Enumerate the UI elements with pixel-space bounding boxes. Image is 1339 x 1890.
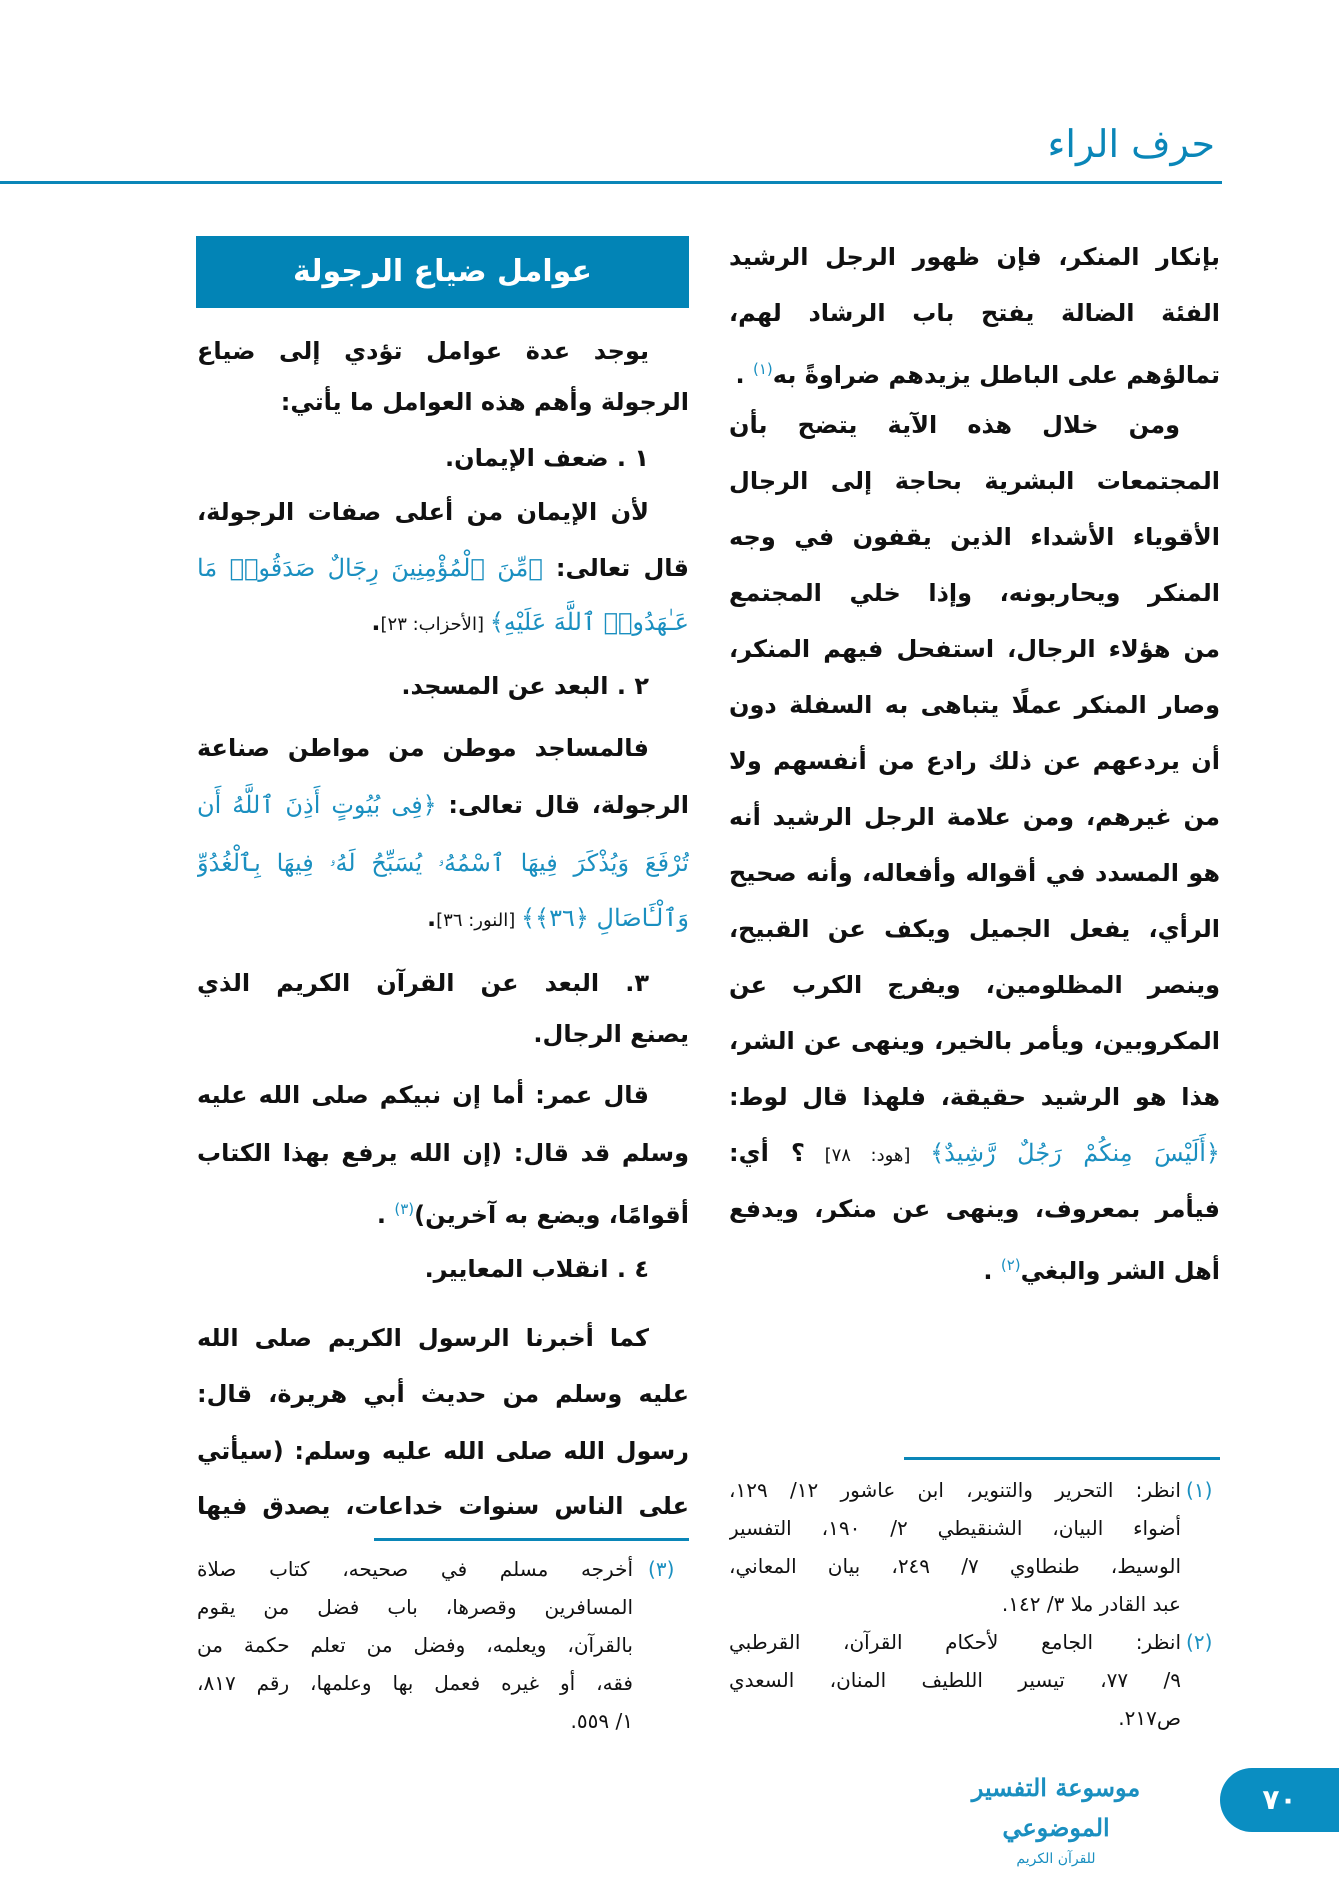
text-segment: كما أخبرنا الرسول الكريم صلى الله: [197, 1324, 649, 1352]
footnote-separator-right: [904, 1457, 1220, 1460]
logo-title: موسوعة التفسير الموضوعي: [971, 1773, 1141, 1842]
quran-verse: ﴿مِّنَ ٱلْمُؤْمِنِينَ رِجَالٌ صَدَقُوا۟ مَا: [197, 554, 543, 582]
text-segment: أقوامًا، ويضع به آخرين): [414, 1201, 689, 1229]
text-line: [197, 1369, 689, 1419]
text-segment: الرجولة وأهم هذه العوامل ما يأتي:: [280, 388, 689, 416]
text-segment: يوجد عدة عوامل تؤدي إلى ضياع: [197, 337, 649, 365]
footnote-number: (١): [1186, 1478, 1213, 1502]
text-line: [729, 848, 1220, 898]
footnote-line: أخرجه مسلم في صحيحه، كتاب صلاة: [197, 1557, 633, 1581]
logo-subtitle: للقرآن الكريم: [1016, 1851, 1096, 1867]
text-line: [729, 1240, 1220, 1290]
text-segment: الرأي، يفعل الجميل ويكف عن القبيح،: [729, 915, 1220, 943]
text-segment: الفئة الضالة يفتح باب الرشاد لهم،: [729, 299, 1220, 327]
text-segment: ٢ . البعد عن المسجد.: [401, 672, 649, 700]
text-segment: .: [376, 1201, 395, 1229]
footnote-line: ١/ ٥٥٩.: [570, 1709, 633, 1733]
text-segment: ٤ . انقلاب المعايير.: [424, 1255, 649, 1283]
text-segment: يصنع الرجال.: [533, 1020, 689, 1048]
text-line: [729, 624, 1220, 674]
text-segment: وصار المنكر عملًا يتباهى به السفلة دون: [729, 691, 1220, 719]
text-line: [729, 904, 1220, 954]
text-segment: .: [371, 608, 381, 636]
text-line: [197, 1184, 689, 1234]
text-line: [197, 1244, 689, 1294]
text-line: [729, 512, 1220, 562]
text-segment: من غيرهم، ومن علامة الرجل الرشيد أنه: [729, 803, 1220, 831]
text-segment: بإنكار المنكر، فإن ظهور الرجل الرشيد: [729, 243, 1220, 271]
text-segment: فيأمر بمعروف، وينهى عن منكر، ويدفع: [729, 1195, 1220, 1223]
text-segment: ٣. البعد عن القرآن الكريم الذي: [197, 969, 649, 997]
text-segment: أهل الشر والبغي: [1020, 1257, 1220, 1285]
footnote-line: بالقرآن، ويعلمه، وفضل من تعلم حكمة من: [197, 1633, 633, 1657]
text-segment: هو المسدد في أقواله وأفعاله، وأنه صحيح: [729, 859, 1220, 887]
footnote-line: انظر: التحرير والتنوير، ابن عاشور ١٢/ ١٢٩،: [729, 1478, 1181, 1502]
text-segment: من هؤلاء الرجال، استفحل فيهم المنكر،: [729, 635, 1220, 663]
section-heading: عوامل ضياع الرجولة: [196, 236, 689, 308]
verse-reference: [الأحزاب: ٢٣]: [380, 614, 490, 635]
text-line: [197, 661, 689, 711]
text-segment: .: [735, 361, 753, 389]
text-segment: ومن خلال هذه الآية يتضح بأن: [729, 411, 1180, 439]
footnote-line: ٩/ ٧٧، تيسير اللطيف المنان، السعدي: [729, 1668, 1181, 1692]
text-line: [197, 1128, 689, 1178]
page-number: ٧٠: [1220, 1768, 1339, 1832]
text-line: [729, 344, 1220, 394]
text-line: [729, 288, 1220, 338]
text-segment: وسلم قد قال:: [502, 1139, 689, 1167]
quran-verse: تُرْفَعَ وَيُذْكَرَ فِيهَا ٱسْمُهُۥ يُسَبِّحُ لَهُۥ فِيهَا بِٱلْغُدُوِّ: [197, 849, 689, 877]
text-line: [729, 680, 1220, 730]
text-segment: رسول الله صلى الله عليه وسلم:: [283, 1437, 689, 1465]
footnote-line: المسافرين وقصرها، باب فضل من يقوم: [197, 1595, 633, 1619]
text-line: [729, 456, 1220, 506]
quran-verse: عَـٰهَدُوا۟ ٱللَّهَ عَلَيْهِ﴾: [489, 608, 689, 636]
quran-verse: ﴿فِى بُيُوتٍ أَذِنَ ٱللَّهُ أَن: [197, 791, 437, 819]
footnote-line: ص٢١٧.: [1118, 1706, 1181, 1730]
text-line: [197, 893, 689, 943]
text-line: [197, 326, 689, 376]
header-divider: [0, 181, 1222, 184]
text-line: [197, 723, 689, 773]
text-line: [729, 792, 1220, 842]
verse-reference: [النور: ٣٦]: [436, 910, 521, 931]
text-segment: المجتمعات البشرية بحاجة إلى الرجال: [729, 467, 1220, 495]
footnote-line: انظر: الجامع لأحكام القرآن، القرطبي: [729, 1630, 1181, 1654]
text-line: [729, 232, 1220, 282]
text-segment: .: [427, 904, 437, 932]
text-line: [197, 958, 689, 1008]
footnote-marker[interactable]: (٢): [1000, 1256, 1021, 1274]
text-line: [197, 433, 689, 483]
text-segment: الأقوياء الأشداء الذين يقفون في وجه: [729, 523, 1220, 551]
text-segment: لأن الإيمان من أعلى صفات الرجولة،: [197, 498, 649, 526]
text-line: [197, 1313, 689, 1363]
text-line: [197, 1426, 689, 1476]
footnote-number: (٣): [648, 1557, 675, 1581]
footnote-marker[interactable]: (١): [752, 360, 773, 378]
text-line: [729, 1072, 1220, 1122]
text-line: [197, 1009, 689, 1059]
text-segment: ؟ أي:: [729, 1139, 805, 1167]
text-segment: ١ . ضعف الإيمان.: [445, 444, 649, 472]
verse-reference: [هود: ٧٨]: [804, 1145, 931, 1166]
encyclopedia-logo: [934, 1768, 1178, 1867]
footnote-separator-left: [374, 1538, 689, 1541]
text-line: [729, 400, 1220, 450]
text-segment: أن يردعهم عن ذلك رادع من أنفسهم ولا: [729, 747, 1220, 775]
text-line: [197, 1481, 689, 1531]
footnote-line: عبد القادر ملا ٣/ ١٤٢.: [1001, 1592, 1181, 1616]
text-line: [729, 960, 1220, 1010]
text-segment: .: [983, 1257, 1001, 1285]
footnote-line: فقه، أو غيره فعمل بها وعلمها، رقم ٨١٧،: [197, 1671, 633, 1695]
text-line: [729, 736, 1220, 786]
text-line: [729, 1184, 1220, 1234]
text-line: [197, 487, 689, 537]
footnote-line: أضواء البيان، الشنقيطي ٢/ ١٩٠، التفسير: [729, 1516, 1181, 1540]
text-segment: المنكر ويحاربونه، وإذا خلي المجتمع: [729, 579, 1220, 607]
footnote-line: الوسيط، طنطاوي ٧/ ٢٤٩، بيان المعاني،: [729, 1554, 1181, 1578]
text-line: [197, 838, 689, 888]
footnote-number: (٢): [1186, 1630, 1213, 1654]
text-line: [197, 1070, 689, 1120]
text-segment: هذا هو الرشيد حقيقة، فلهذا قال لوط:: [729, 1083, 1220, 1111]
text-segment: المكروبين، ويأمر بالخير، وينهى عن الشر،: [729, 1027, 1220, 1055]
text-segment: الرجولة، قال تعالى:: [436, 791, 689, 819]
text-segment: تمالؤهم على الباطل يزيدهم ضراوةً به: [772, 361, 1220, 389]
quran-verse: وَٱلْـَٔاصَالِ ﴿٣٦﴾﴾: [520, 904, 689, 932]
text-segment: على الناس سنوات خداعات، يصدق فيها: [197, 1492, 689, 1520]
text-line: [197, 597, 689, 647]
text-line: [729, 1128, 1220, 1178]
text-line: [197, 377, 689, 427]
footnote-marker[interactable]: (٣): [394, 1200, 415, 1218]
text-line: [197, 543, 689, 593]
text-segment: قال تعالى:: [542, 554, 689, 582]
text-line: [197, 780, 689, 830]
text-segment: عليه وسلم من حديث أبي هريرة، قال:: [197, 1380, 689, 1408]
text-segment: فالمساجد موطن من مواطن صناعة: [197, 734, 649, 762]
text-line: [729, 1016, 1220, 1066]
quran-verse: ﴿أَلَيْسَ مِنكُمْ رَجُلٌ رَّشِيدٌ﴾: [930, 1139, 1220, 1167]
text-segment: قال عمر: أما إن نبيكم صلى الله عليه: [197, 1081, 649, 1109]
chapter-title: حرف الراء: [1047, 122, 1215, 166]
text-line: [729, 568, 1220, 618]
text-segment: (سيأتي: [197, 1437, 284, 1465]
text-segment: (إن الله يرفع بهذا الكتاب: [197, 1139, 503, 1167]
text-segment: وينصر المظلومين، ويفرج الكرب عن: [729, 971, 1220, 999]
